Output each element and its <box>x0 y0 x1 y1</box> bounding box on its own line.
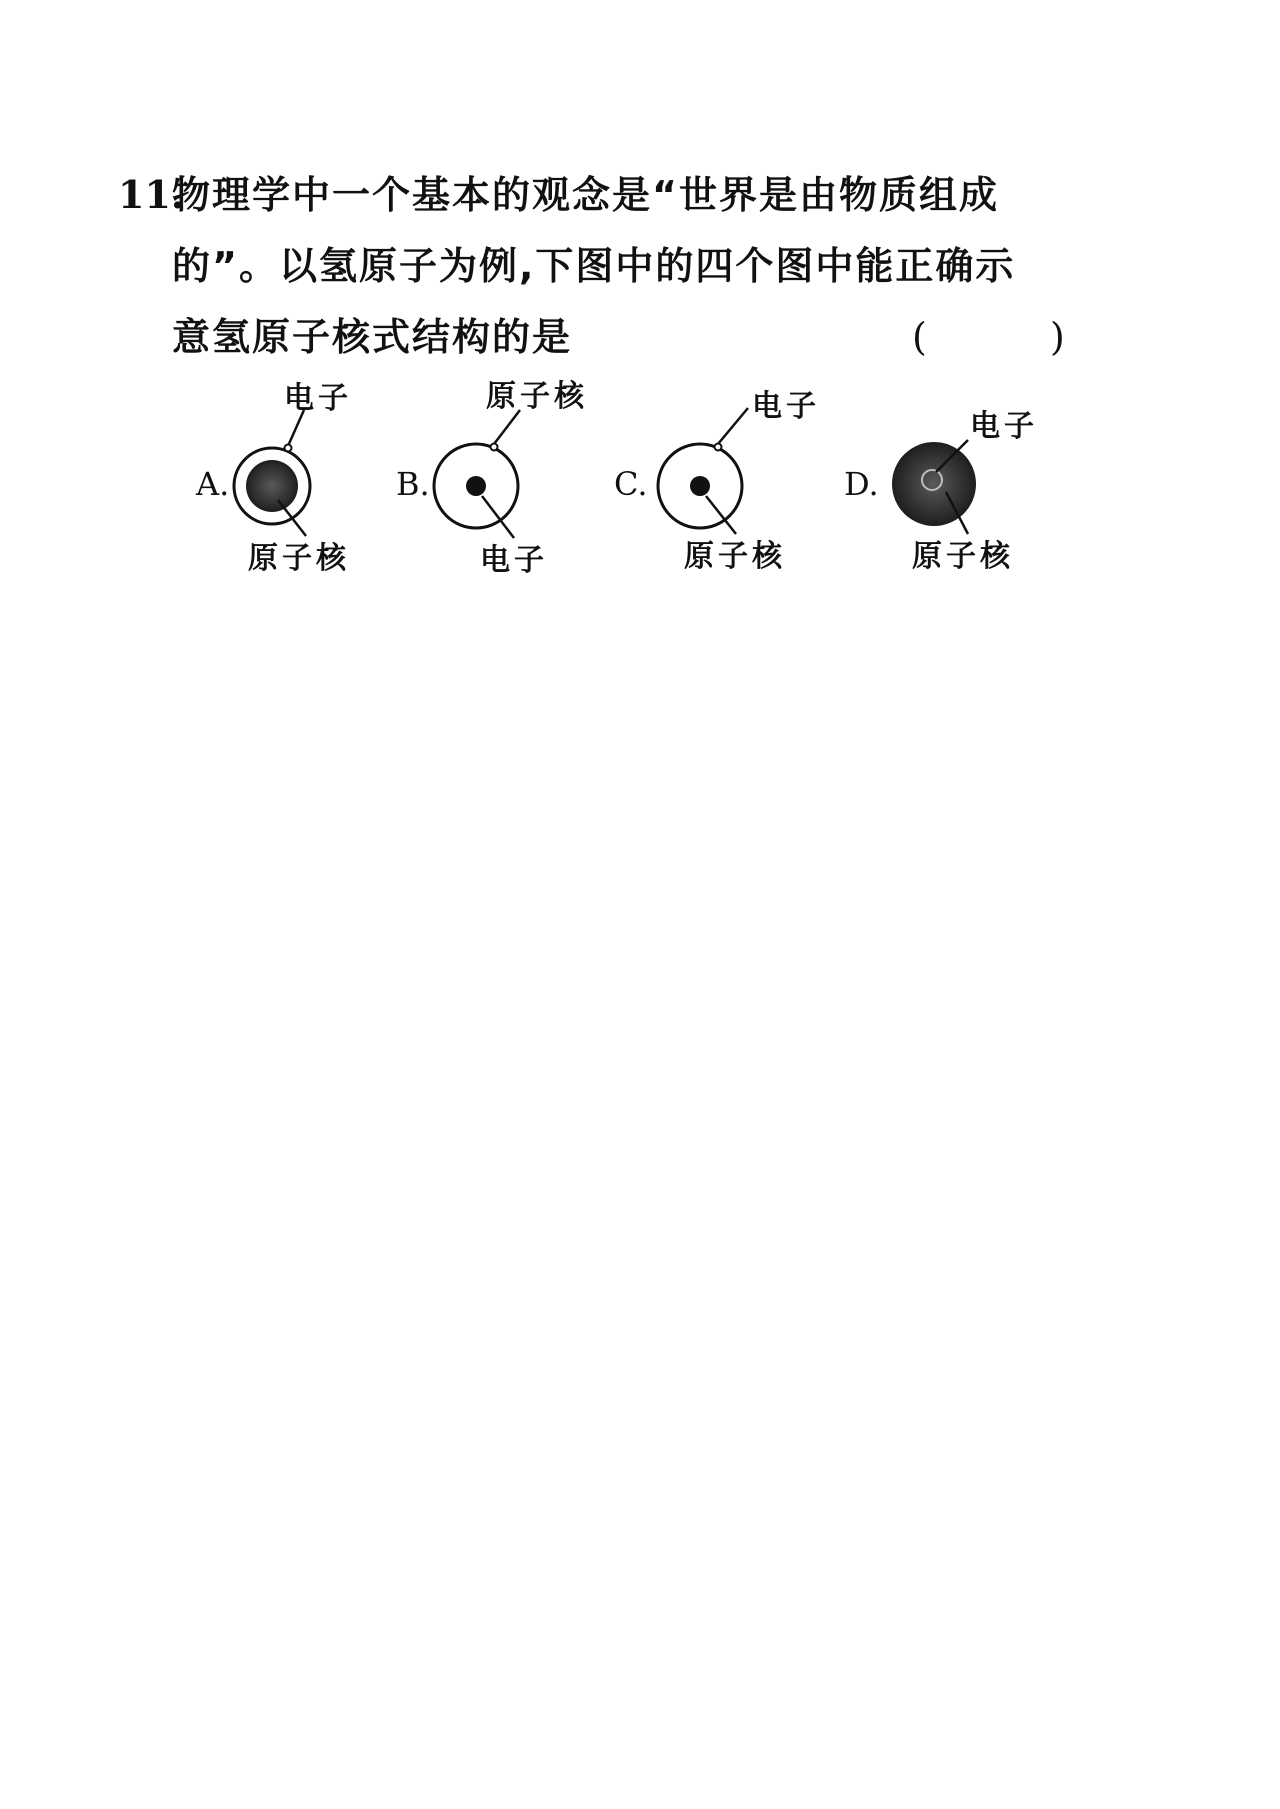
option-c-nucleus <box>690 476 710 496</box>
option-d-letter: D. <box>844 465 879 503</box>
question-number: 11. <box>118 172 185 217</box>
option-b-top-leader <box>494 410 520 444</box>
option-d-top-label: 电子 <box>970 409 1038 444</box>
option-c-electron-dot <box>715 444 722 451</box>
question-text-line-1: 物理学中一个基本的观念是“世界是由物质组成 <box>172 173 999 217</box>
option-d-cloud <box>892 442 976 526</box>
option-c-top-leader <box>718 408 748 444</box>
option-a-bottom-leader <box>278 500 306 536</box>
option-a-diagram <box>234 410 310 536</box>
option-b-top-label: 原子核 <box>486 379 588 414</box>
option-a-letter: A. <box>196 465 230 503</box>
question-text-line-2: 的”。以氢原子为例,下图中的四个图中能正确示 <box>172 244 1016 288</box>
option-a-bottom-label: 原子核 <box>248 541 350 576</box>
option-b-diagram <box>434 410 520 538</box>
atom-diagrams <box>0 0 1280 620</box>
option-c-letter: C. <box>614 465 648 503</box>
option-c-diagram <box>658 408 748 534</box>
answer-paren-open: ( <box>912 315 927 359</box>
option-a-nucleus <box>246 460 298 512</box>
option-c-bottom-label: 原子核 <box>684 539 786 574</box>
option-d-bottom-label: 原子核 <box>912 539 1014 574</box>
question-text-line-3: 意氢原子核式结构的是 <box>172 315 573 359</box>
answer-paren-close: ) <box>1050 315 1065 359</box>
option-b-bottom-leader <box>482 496 514 538</box>
option-a-electron-dot <box>285 445 292 452</box>
option-d-diagram <box>892 440 976 534</box>
option-b-center-dot <box>466 476 486 496</box>
option-b-orbit-dot <box>491 444 498 451</box>
option-c-top-label: 电子 <box>752 389 820 424</box>
option-b-letter: B. <box>396 465 430 503</box>
option-b-bottom-label: 电子 <box>480 543 548 578</box>
option-a-top-label: 电子 <box>284 381 352 416</box>
